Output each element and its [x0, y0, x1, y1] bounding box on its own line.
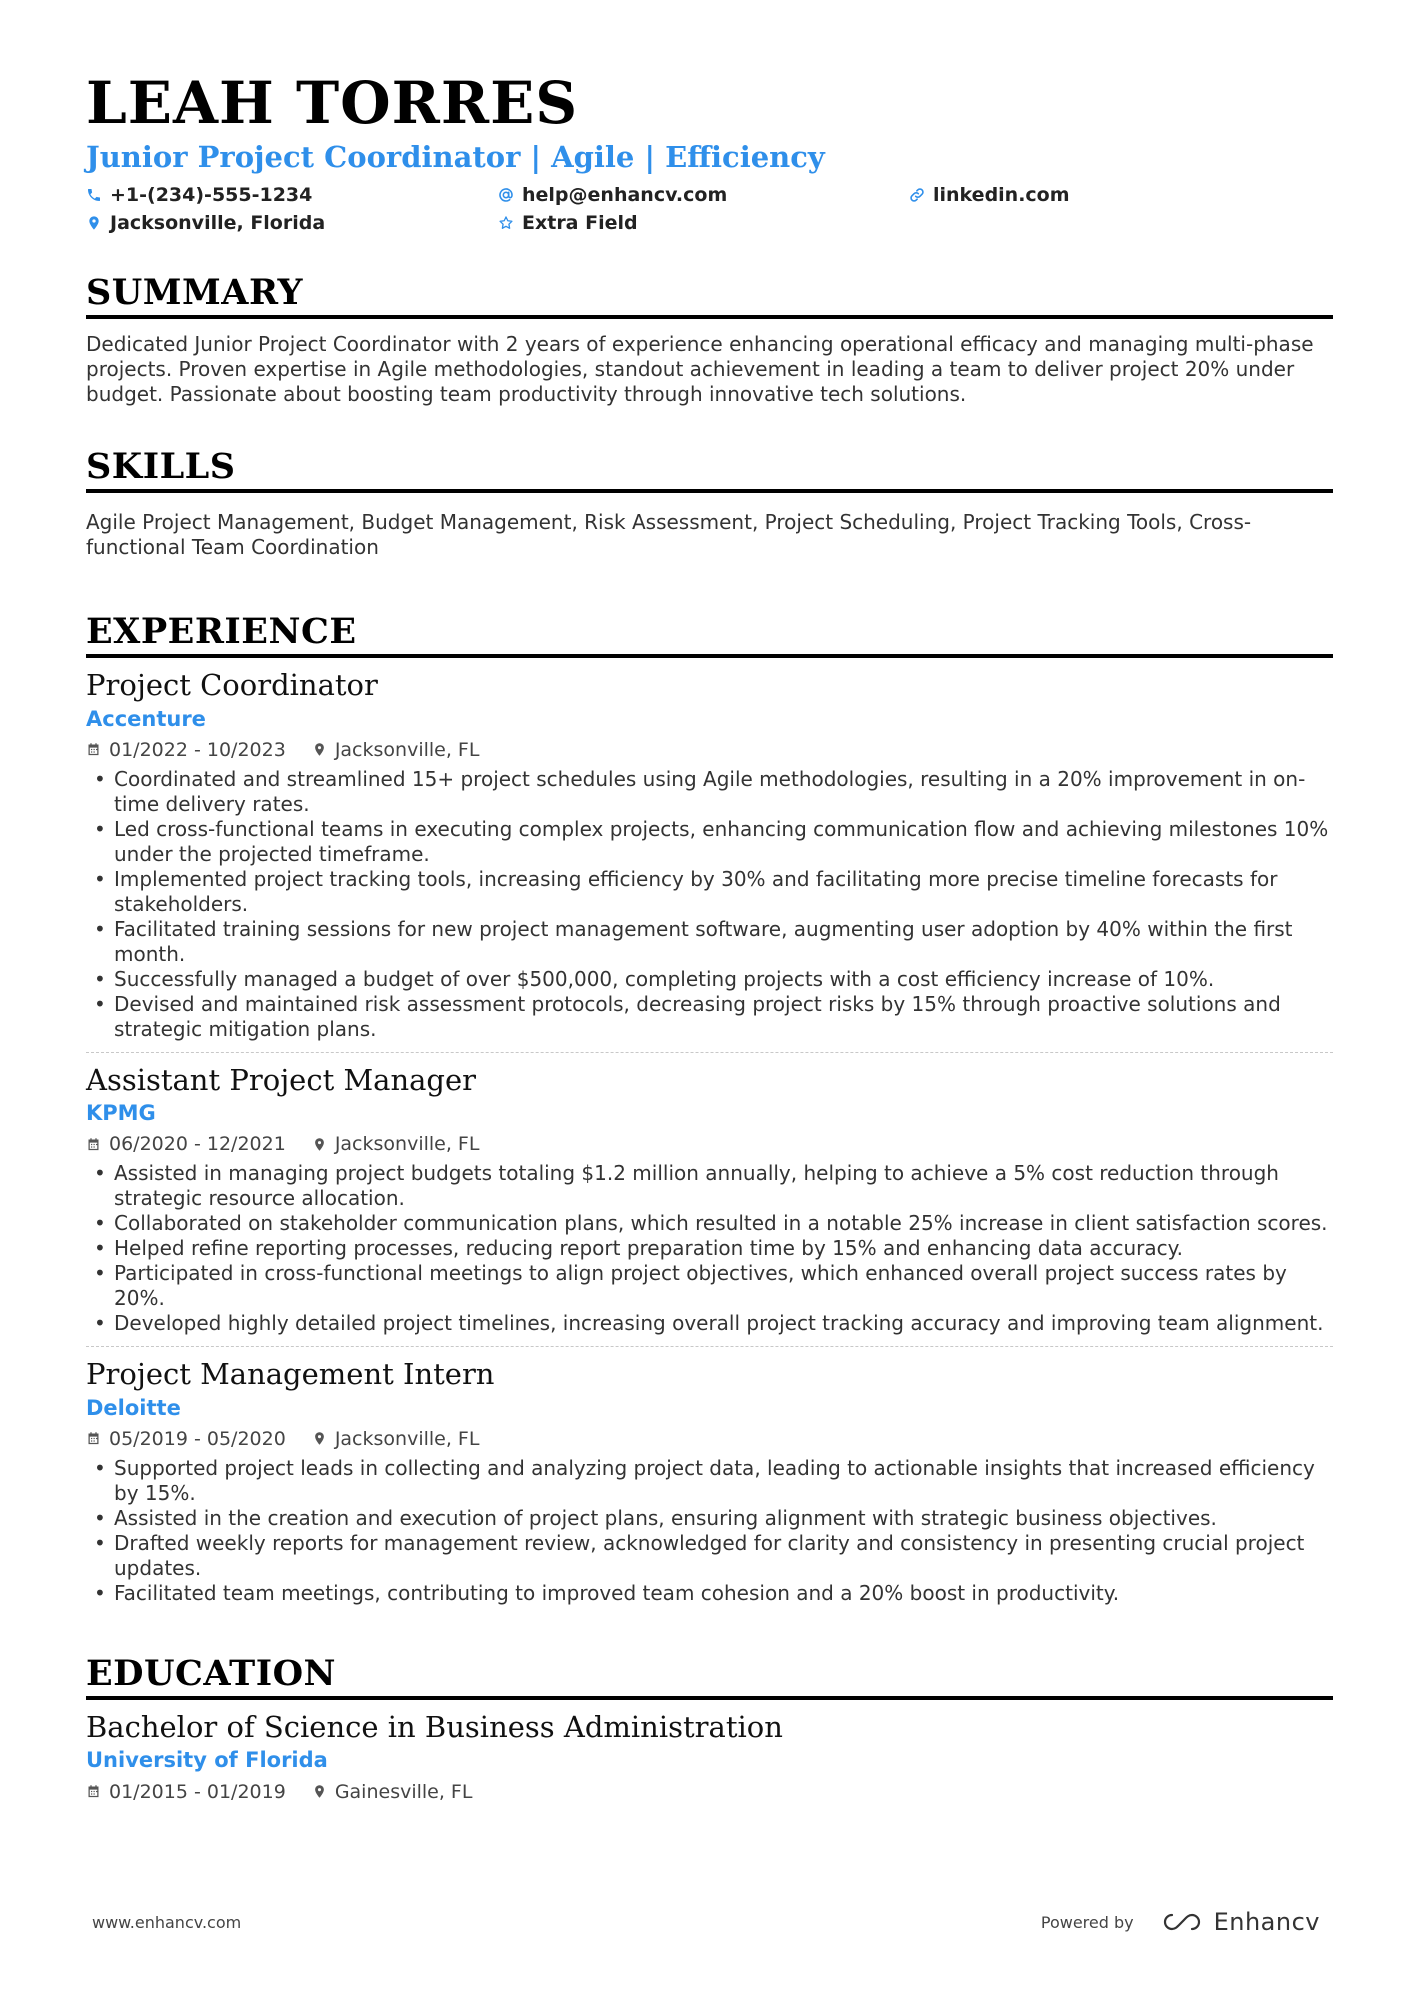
education-entry	[86, 1700, 1333, 1814]
job-bullets	[86, 1456, 1333, 1606]
job-location: Jacksonville, FL	[334, 1427, 480, 1450]
job-bullet: • Drafted weekly reports for management review, acknowledged for clarity and consistency in presenting crucial project updates.	[86, 1531, 1333, 1581]
job-location-wrap	[312, 1428, 480, 1450]
job-location: Jacksonville, FL	[334, 1133, 480, 1156]
job-location-wrap	[312, 1133, 480, 1155]
summary-title: SUMMARY	[86, 273, 1333, 319]
summary-text: Dedicated Junior Project Coordinator with 2 years of experience enhancing operational efficacy and managing multi-phase projects. Proven expertise in Agile methodologies, standout achievement in leading a team to deliver project 20% under budget. Passionate about boosting team productivity through innovative tech solutions.	[86, 331, 1314, 406]
job-bullets	[86, 767, 1333, 1042]
experience-title: EXPERIENCE	[86, 612, 1333, 658]
company-name: Deloitte	[86, 1395, 181, 1420]
job-meta	[86, 1427, 1333, 1451]
contact-info	[86, 183, 1333, 235]
job-bullet: • Helped refine reporting processes, reducing report preparation time by 15% and enhancing data accuracy.	[86, 1236, 1333, 1261]
job-bullets	[86, 1161, 1333, 1336]
calendar-icon	[86, 742, 101, 757]
location-pin-icon	[312, 1784, 327, 1799]
location-pin-icon	[312, 742, 327, 757]
job-location-wrap	[312, 739, 480, 761]
job-dates: 06/2020 - 12/2021	[109, 1133, 286, 1156]
calendar-icon	[86, 1431, 101, 1446]
brand-name: Enhancv	[1213, 1908, 1320, 1936]
resume-header	[86, 69, 1333, 235]
company-name: KPMG	[86, 1101, 156, 1126]
job-bullet: • Implemented project tracking tools, increasing efficiency by 30% and facilitating more precise timeline forecasts for stakeholders.	[86, 867, 1333, 917]
location-pin-icon	[312, 1431, 327, 1446]
job-meta	[86, 1132, 1333, 1156]
job-entry	[86, 1052, 1333, 1347]
job-list	[86, 658, 1333, 1616]
job-bullet: • Led cross-functional teams in executing complex projects, enhancing communication flow and achieving milestones 10% under the projected timeframe.	[86, 817, 1333, 867]
experience-section	[86, 612, 1333, 1616]
job-bullet: • Facilitated team meetings, contributing to improved team cohesion and a 20% boost in productivity.	[86, 1581, 1333, 1606]
job-bullet: • Devised and maintained risk assessment protocols, decreasing project risks by 15% through proactive solutions and strategic mitigation plans.	[86, 992, 1333, 1042]
contact-phone[interactable]	[86, 183, 498, 207]
contact-email[interactable]	[498, 183, 909, 207]
job-title: Assistant Project Manager	[86, 1062, 476, 1097]
candidate-name: LEAH TORRES	[86, 69, 579, 137]
phone-icon	[86, 187, 102, 203]
footer-url[interactable]: www.enhancv.com	[92, 1912, 242, 1932]
powered-by-label: Powered by	[1040, 1912, 1134, 1932]
skills-text: Agile Project Management, Budget Management, Risk Assessment, Project Scheduling, Project Tracking Tools, Cross-functional Team Coordination	[86, 510, 1252, 560]
job-bullet: • Assisted in the creation and execution of project plans, ensuring alignment with strategic business objectives.	[86, 1506, 1333, 1531]
contact-extra	[498, 211, 909, 235]
job-entry	[86, 658, 1333, 1052]
education-title: EDUCATION	[86, 1654, 1333, 1700]
footer	[92, 1908, 1320, 1936]
enhancv-logo-icon	[1160, 1910, 1206, 1934]
candidate-headline: Junior Project Coordinator | Agile | Efficiency	[86, 139, 825, 174]
star-icon	[498, 215, 514, 231]
skills-title: SKILLS	[86, 447, 1333, 493]
job-dates: 05/2019 - 05/2020	[109, 1427, 286, 1450]
calendar-icon	[86, 1784, 101, 1799]
job-location: Jacksonville, FL	[334, 738, 480, 761]
job-title: Project Management Intern	[86, 1357, 495, 1392]
education-meta	[86, 1780, 1333, 1804]
resume-page	[86, 69, 1333, 1814]
job-meta	[86, 738, 1333, 762]
job-bullet: • Successfully managed a budget of over $500,000, completing projects with a cost efficiency increase of 10%.	[86, 967, 1333, 992]
job-bullet: • Facilitated training sessions for new project management software, augmenting user adoption by 40% within the first month.	[86, 917, 1333, 967]
location-text: Jacksonville, Florida	[110, 211, 326, 234]
education-location: Gainesville, FL	[334, 1780, 473, 1803]
at-icon	[498, 187, 514, 203]
job-bullet: • Participated in cross-functional meetings to align project objectives, which enhanced overall project success rates by 20%.	[86, 1261, 1333, 1311]
link-icon	[909, 187, 925, 203]
job-bullet: • Collaborated on stakeholder communication plans, which resulted in a notable 25% increase in client satisfaction scores.	[86, 1211, 1333, 1236]
job-title: Project Coordinator	[86, 668, 378, 703]
phone-text: +1-(234)-555-1234	[110, 183, 313, 206]
contact-linkedin[interactable]	[909, 183, 1209, 207]
contact-location	[86, 211, 498, 235]
degree-title: Bachelor of Science in Business Administration	[86, 1710, 783, 1745]
education-section	[86, 1654, 1333, 1814]
education-dates: 01/2015 - 01/2019	[109, 1780, 286, 1803]
location-pin-icon	[312, 1137, 327, 1152]
calendar-icon	[86, 1137, 101, 1152]
job-bullet: • Assisted in managing project budgets totaling $1.2 million annually, helping to achieve a 5% cost reduction through strategic resource allocation.	[86, 1161, 1333, 1211]
job-bullet: • Developed highly detailed project timelines, increasing overall project tracking accuracy and improving team alignment.	[86, 1311, 1333, 1336]
job-bullet: • Coordinated and streamlined 15+ project schedules using Agile methodologies, resulting in a 20% improvement in on-time delivery rates.	[86, 767, 1333, 817]
summary-section	[86, 273, 1333, 407]
company-name: Accenture	[86, 706, 206, 731]
location-pin-icon	[86, 215, 102, 231]
skills-section	[86, 447, 1333, 560]
school-name: University of Florida	[86, 1748, 328, 1773]
extra-text: Extra Field	[522, 211, 638, 234]
job-dates: 01/2022 - 10/2023	[109, 738, 286, 761]
enhancv-logo[interactable]	[1160, 1908, 1320, 1936]
education-location-wrap	[312, 1781, 473, 1803]
email-text: help@enhancv.com	[522, 183, 728, 206]
job-entry	[86, 1346, 1333, 1616]
linkedin-text: linkedin.com	[933, 183, 1070, 206]
powered-by	[1041, 1908, 1320, 1936]
job-bullet: • Supported project leads in collecting and analyzing project data, leading to actionable insights that increased efficiency by 15%.	[86, 1456, 1333, 1506]
